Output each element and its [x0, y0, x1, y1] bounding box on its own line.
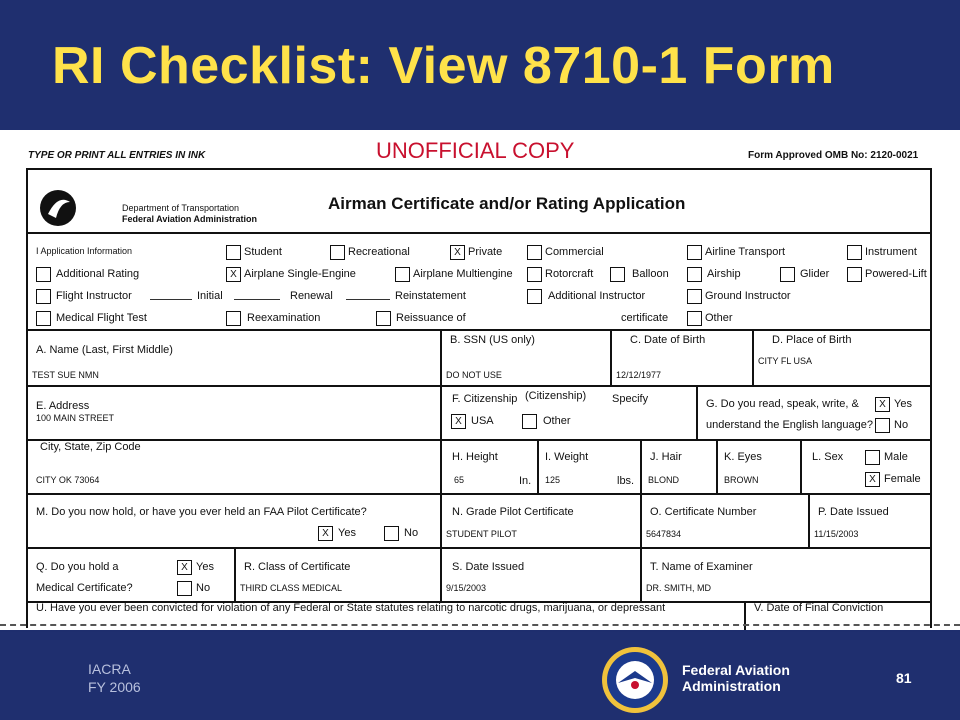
- student-checkbox[interactable]: [226, 245, 241, 260]
- divider-h-i: [537, 439, 539, 493]
- flight-instructor-checkbox[interactable]: [36, 289, 51, 304]
- class-label: R. Class of Certificate: [244, 561, 351, 573]
- pob-value: CITY FL USA: [758, 356, 813, 366]
- initial-label: Initial: [197, 290, 223, 302]
- balloon-label: Balloon: [632, 268, 669, 280]
- renewal-blank: [234, 299, 280, 300]
- airship-checkbox[interactable]: [687, 267, 702, 282]
- initial-blank: [150, 299, 192, 300]
- usa-checkbox[interactable]: X: [451, 414, 466, 429]
- city-value: CITY OK 73064: [36, 475, 100, 485]
- app-info-label: I Application Information: [36, 246, 133, 256]
- male-label: Male: [884, 451, 908, 463]
- english-yes-label: Yes: [894, 398, 912, 410]
- male-checkbox[interactable]: [865, 450, 880, 465]
- english-label-1: G. Do you read, speak, write, &: [706, 398, 859, 410]
- additional-instructor-checkbox[interactable]: [527, 289, 542, 304]
- certificate-label: certificate: [621, 312, 669, 324]
- weight-value: 125: [545, 475, 561, 485]
- divider-n-o: [640, 493, 642, 547]
- footer-fy: FY 2006: [88, 679, 141, 695]
- additional-rating-checkbox[interactable]: [36, 267, 51, 282]
- medical-question-2: Medical Certificate?: [36, 582, 133, 594]
- cert-number-label: O. Certificate Number: [650, 506, 757, 518]
- pob-label: D. Place of Birth: [772, 334, 852, 346]
- hair-label: J. Hair: [650, 451, 682, 463]
- unofficial-watermark: UNOFFICIAL COPY: [376, 138, 575, 163]
- english-label-2: understand the English language?: [706, 419, 873, 431]
- ssn-value: DO NOT USE: [446, 370, 502, 380]
- citizenship-paren: (Citizenship): [525, 390, 587, 402]
- asel-label: Airplane Single-Engine: [244, 268, 356, 280]
- reissuance-label: Reissuance of: [396, 312, 466, 324]
- footer-bar: [0, 632, 960, 720]
- divider-cd: [752, 329, 754, 385]
- citizenship-other-checkbox[interactable]: [522, 414, 537, 429]
- footer-faa-1: Federal Aviation: [682, 662, 790, 678]
- airship-label: Airship: [707, 268, 741, 280]
- amel-label: Airplane Multiengine: [413, 268, 513, 280]
- city-label: City, State, Zip Code: [40, 441, 141, 453]
- divider-city-h: [440, 439, 442, 493]
- conviction-question: U. Have you ever been convicted for violation of any Federal or State statutes relating to narcotic drugs, marijuana, or depressant: [36, 602, 666, 614]
- commercial-label: Commercial: [545, 246, 604, 258]
- asel-checkbox[interactable]: X: [226, 267, 241, 282]
- dot-logo-icon: [38, 188, 78, 228]
- form-header-right: Form Approved OMB No: 2120-0021: [748, 150, 919, 161]
- slide-title: RI Checklist: View 8710-1 Form: [52, 37, 835, 95]
- divider-1: [26, 232, 932, 234]
- faa-seal-icon: [600, 645, 670, 715]
- reinstatement-label: Reinstatement: [395, 290, 466, 302]
- height-value: 65: [454, 475, 465, 485]
- page-number: 81: [896, 670, 912, 686]
- medical-yes-label: Yes: [196, 561, 214, 573]
- medical-flight-test-checkbox[interactable]: [36, 311, 51, 326]
- divider-m-n: [440, 493, 442, 547]
- examiner-value: DR. SMITH, MD: [646, 583, 711, 593]
- footer-faa-2: Administration: [682, 678, 781, 694]
- balloon-checkbox[interactable]: [610, 267, 625, 282]
- address-value: 100 MAIN STREET: [36, 413, 115, 423]
- student-label: Student: [244, 246, 282, 258]
- additional-instructor-label: Additional Instructor: [548, 290, 646, 302]
- conviction-date-label: V. Date of Final Conviction: [754, 602, 884, 614]
- additional-rating-label: Additional Rating: [56, 268, 140, 280]
- sex-label: L. Sex: [812, 451, 844, 463]
- divider-ef: [440, 385, 442, 439]
- private-checkbox[interactable]: X: [450, 245, 465, 260]
- other-checkbox[interactable]: [687, 311, 702, 326]
- examiner-label: T. Name of Examiner: [650, 561, 753, 573]
- form-title: Airman Certificate and/or Rating Application: [328, 194, 686, 213]
- divider-o-p: [808, 493, 810, 547]
- dept-line-2: Federal Aviation Administration: [122, 214, 258, 224]
- dob-value: 12/12/1977: [616, 370, 662, 380]
- eyes-label: K. Eyes: [724, 451, 762, 463]
- pilot-cert-yes-label: Yes: [338, 527, 356, 539]
- citizenship-other-label: Other: [543, 415, 571, 427]
- height-label: H. Height: [452, 451, 498, 463]
- divider-fg: [696, 385, 698, 439]
- divider-r-s: [440, 547, 442, 601]
- powered-lift-checkbox[interactable]: [847, 267, 862, 282]
- divider-5: [26, 493, 932, 495]
- divider-3: [26, 385, 932, 387]
- pilot-cert-yes-checkbox[interactable]: X: [318, 526, 333, 541]
- medical-flight-test-label: Medical Flight Test: [56, 312, 147, 324]
- english-no-checkbox[interactable]: [875, 418, 890, 433]
- divider-k-l: [800, 439, 802, 493]
- usa-label: USA: [471, 415, 494, 427]
- instrument-label: Instrument: [865, 246, 917, 258]
- glider-label: Glider: [800, 268, 830, 280]
- renewal-label: Renewal: [290, 290, 333, 302]
- airline-checkbox[interactable]: [687, 245, 702, 260]
- divider-j-k: [716, 439, 718, 493]
- divider-2: [26, 329, 932, 331]
- class-value: THIRD CLASS MEDICAL: [240, 583, 343, 593]
- date-issued-label: P. Date Issued: [818, 506, 889, 518]
- divider-ab: [440, 329, 442, 385]
- pilot-cert-no-checkbox[interactable]: [384, 526, 399, 541]
- height-unit: In.: [519, 475, 532, 487]
- medical-date-value: 9/15/2003: [446, 583, 487, 593]
- weight-unit: lbs.: [617, 475, 635, 487]
- divider-6: [26, 547, 932, 549]
- citizenship-label: F. Citizenship: [452, 393, 518, 405]
- commercial-checkbox[interactable]: [527, 245, 542, 260]
- rotorcraft-checkbox[interactable]: [527, 267, 542, 282]
- divider-bc: [610, 329, 612, 385]
- rotorcraft-label: Rotorcraft: [545, 268, 594, 280]
- medical-no-checkbox[interactable]: [177, 581, 192, 596]
- ground-instructor-checkbox[interactable]: [687, 289, 702, 304]
- citizenship-specify: Specify: [612, 393, 649, 405]
- ground-instructor-label: Ground Instructor: [705, 290, 791, 302]
- date-issued-value: 11/15/2003: [814, 529, 859, 539]
- form-header-left: TYPE OR PRINT ALL ENTRIES IN INK: [28, 150, 206, 161]
- reexamination-label: Reexamination: [247, 312, 321, 324]
- frame-right: [930, 168, 932, 628]
- reissuance-checkbox[interactable]: [376, 311, 391, 326]
- private-label: Private: [468, 246, 503, 258]
- dob-label: C. Date of Birth: [630, 334, 706, 346]
- footer-iacra: IACRA: [88, 661, 131, 677]
- reexamination-checkbox[interactable]: [226, 311, 241, 326]
- other-label: Other: [705, 312, 733, 324]
- amel-checkbox[interactable]: [395, 267, 410, 282]
- divider-i-j: [640, 439, 642, 493]
- medical-no-label: No: [196, 582, 211, 594]
- divider-q-r: [234, 547, 236, 601]
- address-label: E. Address: [36, 400, 90, 412]
- pilot-cert-no-label: No: [404, 527, 419, 539]
- name-value: TEST SUE NMN: [32, 370, 99, 380]
- medical-question-1: Q. Do you hold a: [36, 561, 119, 573]
- divider-s-t: [640, 547, 642, 601]
- english-no-label: No: [894, 419, 909, 431]
- powered-lift-label: Powered-Lift: [865, 268, 927, 280]
- female-checkbox[interactable]: X: [865, 472, 880, 487]
- ssn-label: B. SSN (US only): [450, 334, 535, 346]
- hair-value: BLOND: [648, 475, 680, 485]
- medical-date-label: S. Date Issued: [452, 561, 525, 573]
- name-label: A. Name (Last, First Middle): [36, 344, 173, 356]
- page-cut-line: [0, 624, 960, 630]
- form-8710-1: [0, 130, 960, 630]
- recreational-checkbox[interactable]: [330, 245, 345, 260]
- female-label: Female: [884, 473, 921, 485]
- english-yes-checkbox[interactable]: X: [875, 397, 890, 412]
- medical-yes-checkbox[interactable]: X: [177, 560, 192, 575]
- footer-right: [682, 662, 790, 694]
- grade-label: N. Grade Pilot Certificate: [452, 506, 574, 518]
- flight-instructor-label: Flight Instructor: [56, 290, 132, 302]
- cert-number-value: 5647834: [646, 529, 682, 539]
- pilot-cert-question: M. Do you now hold, or have you ever held an FAA Pilot Certificate?: [36, 506, 367, 518]
- grade-value: STUDENT PILOT: [446, 529, 517, 539]
- weight-label: I. Weight: [545, 451, 589, 463]
- eyes-value: BROWN: [724, 475, 759, 485]
- dept-line-1: Department of Transportation: [122, 203, 240, 213]
- glider-checkbox[interactable]: [780, 267, 795, 282]
- divider-4: [26, 439, 932, 441]
- frame-top: [26, 168, 932, 170]
- instrument-checkbox[interactable]: [847, 245, 862, 260]
- airline-label: Airline Transport: [705, 246, 786, 258]
- recreational-label: Recreational: [348, 246, 410, 258]
- footer-left: [88, 660, 141, 696]
- frame-left: [26, 168, 28, 628]
- reinstatement-blank: [346, 299, 390, 300]
